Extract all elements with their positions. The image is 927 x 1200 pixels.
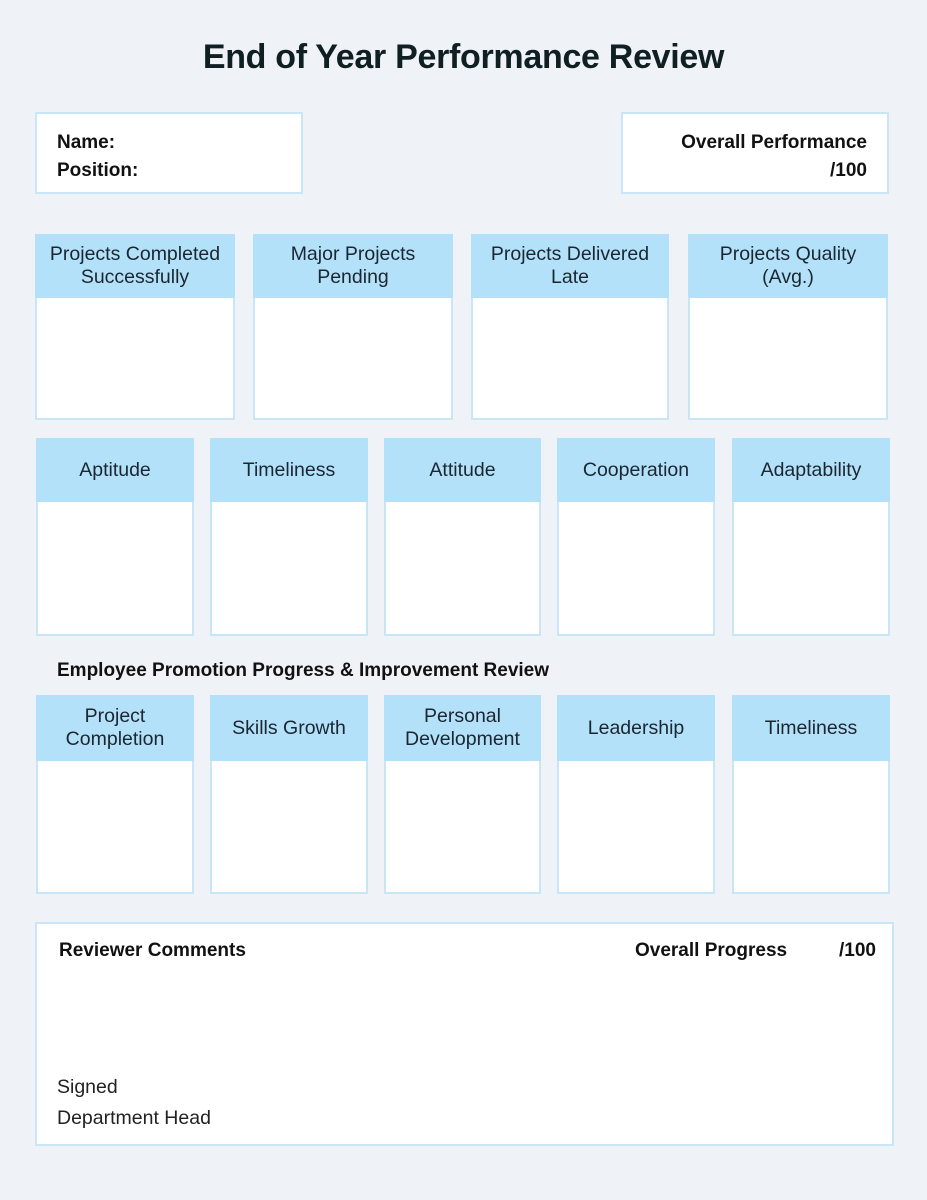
card-header: Projects Quality (Avg.) xyxy=(688,234,888,298)
reviewer-comments-label: Reviewer Comments xyxy=(59,940,246,961)
trait-aptitude-card[interactable] xyxy=(36,438,194,636)
card-header: Timeliness xyxy=(210,438,368,502)
card-header: Adaptability xyxy=(732,438,890,502)
projects-late-card[interactable] xyxy=(471,234,669,420)
promotion-personal-development-card[interactable] xyxy=(384,695,541,894)
trait-cooperation-card[interactable] xyxy=(557,438,715,636)
overall-progress-score: /100 xyxy=(839,940,876,961)
reviewer-comments-box[interactable] xyxy=(35,922,894,1146)
projects-quality-card[interactable] xyxy=(688,234,888,420)
card-header: Project Completion xyxy=(36,695,194,761)
promotion-section-heading: Employee Promotion Progress & Improvement Review xyxy=(57,660,550,681)
page-title: End of Year Performance Review xyxy=(202,38,725,76)
promotion-leadership-card[interactable] xyxy=(557,695,715,894)
overall-performance-score: /100 xyxy=(830,160,867,181)
promotion-skills-growth-card[interactable] xyxy=(210,695,368,894)
overall-performance-box xyxy=(621,112,889,194)
signed-label: Signed xyxy=(57,1076,118,1098)
card-header: Attitude xyxy=(384,438,541,502)
card-header: Cooperation xyxy=(557,438,715,502)
trait-adaptability-card[interactable] xyxy=(732,438,890,636)
trait-attitude-card[interactable] xyxy=(384,438,541,636)
projects-pending-card[interactable] xyxy=(253,234,453,420)
card-header: Leadership xyxy=(557,695,715,761)
employee-info-box xyxy=(35,112,303,194)
overall-progress-label: Overall Progress xyxy=(635,940,788,961)
name-label: Name: xyxy=(57,132,116,153)
card-header: Skills Growth xyxy=(210,695,368,761)
position-label: Position: xyxy=(57,160,139,181)
card-header: Major Projects Pending xyxy=(253,234,453,298)
card-header: Projects Completed Successfully xyxy=(35,234,235,298)
promotion-project-completion-card[interactable] xyxy=(36,695,194,894)
overall-performance-label: Overall Performance xyxy=(681,132,867,153)
trait-timeliness-card[interactable] xyxy=(210,438,368,636)
card-header: Aptitude xyxy=(36,438,194,502)
card-header: Timeliness xyxy=(732,695,890,761)
projects-completed-card[interactable] xyxy=(35,234,235,420)
promotion-timeliness-card[interactable] xyxy=(732,695,890,894)
card-header: Projects Delivered Late xyxy=(471,234,669,298)
card-header: Personal Development xyxy=(384,695,541,761)
signer-title: Department Head xyxy=(57,1107,211,1129)
